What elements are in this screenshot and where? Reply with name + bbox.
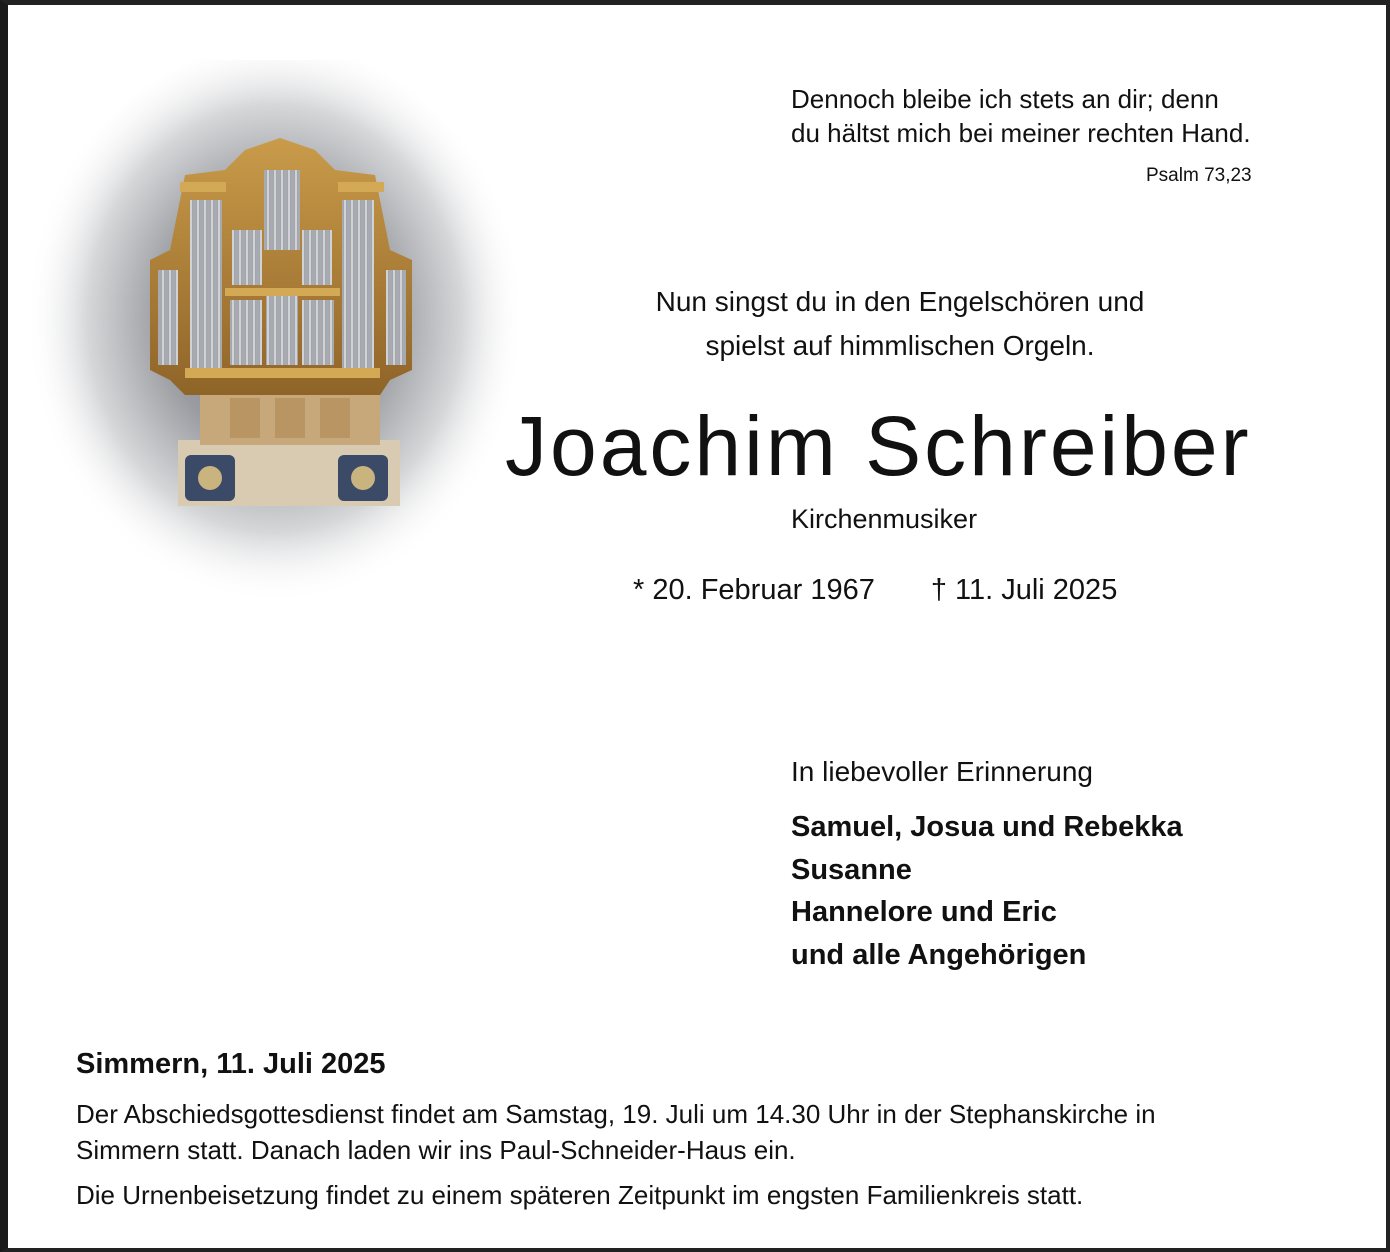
- verse-reference: Psalm 73,23: [1146, 165, 1252, 186]
- birth-date: * 20. Februar 1967: [633, 574, 875, 606]
- service-line-2: Simmern statt. Danach laden wir ins Paul-Schneider-Haus ein.: [76, 1135, 796, 1165]
- service-line-1: Der Abschiedsgottesdienst findet am Samstag, 19. Juli um 14.30 Uhr in der Stephanskirche in: [76, 1099, 1156, 1129]
- death-date: † 11. Juli 2025: [930, 574, 1118, 606]
- poem-line-2: spielst auf himmlischen Orgeln.: [705, 330, 1095, 361]
- mourner-line: Susanne: [791, 853, 912, 886]
- poem-line-1: Nun singst du in den Engelschören und: [655, 286, 1145, 317]
- verse-line-1: Dennoch bleibe ich stets an dir; denn: [791, 84, 1219, 114]
- place-and-date: Simmern, 11. Juli 2025: [76, 1048, 386, 1080]
- deceased-profession: Kirchenmusiker: [791, 504, 978, 534]
- mourner-line: Samuel, Josua und Rebekka: [791, 811, 1183, 843]
- mourners-list: [791, 806, 1183, 976]
- verse-line-2: du hältst mich bei meiner rechten Hand.: [791, 118, 1251, 148]
- burial-info: Die Urnenbeisetzung findet zu einem späteren Zeitpunkt im engsten Familienkreis statt.: [76, 1180, 1084, 1210]
- bible-verse: [791, 82, 1251, 150]
- church-organ-image: [20, 60, 520, 620]
- life-dates: [633, 574, 1117, 607]
- deceased-name: Joachim Schreiber: [505, 399, 1252, 493]
- mourner-line: und alle Angehörigen: [791, 938, 1087, 971]
- mourner-line: Hannelore und Eric: [791, 896, 1057, 928]
- memory-intro: In liebevoller Erinnerung: [791, 756, 1093, 787]
- service-info: [76, 1096, 1156, 1168]
- memorial-poem: [560, 280, 1240, 368]
